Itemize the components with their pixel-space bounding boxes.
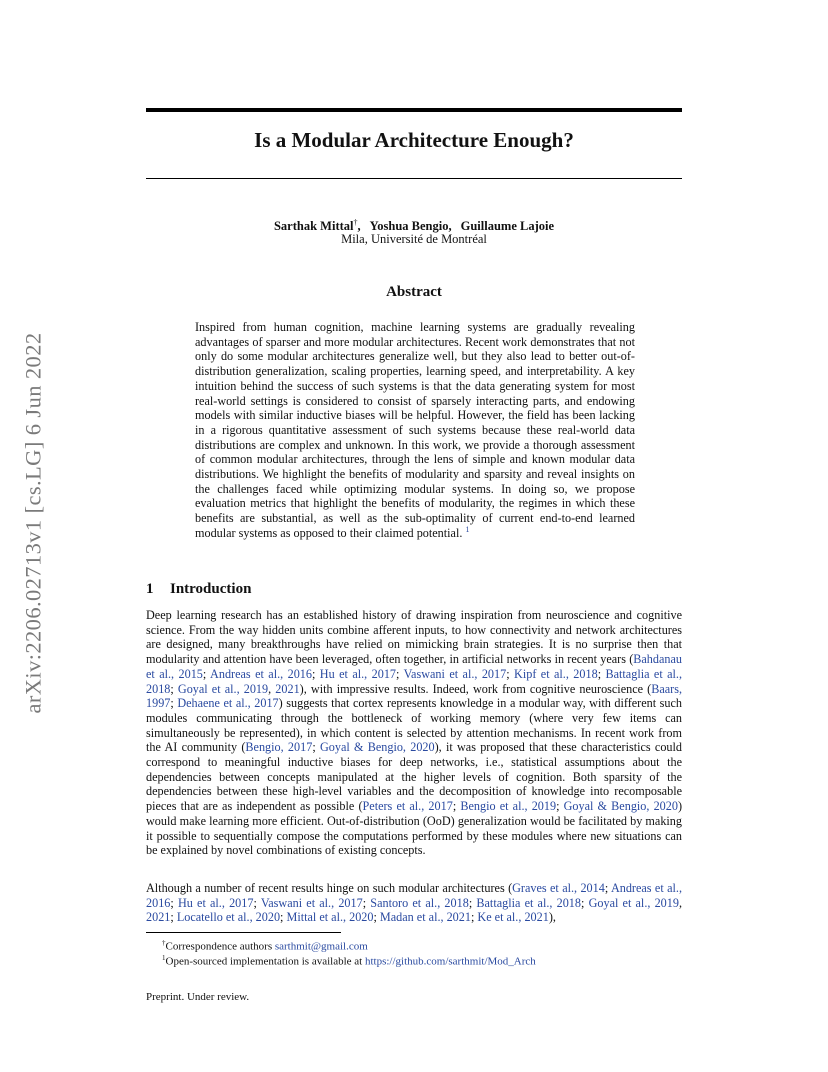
section-title: Introduction [170, 581, 252, 597]
citation-link[interactable]: Battaglia et al., 2018 [476, 895, 581, 910]
paragraph-text: Deep learning research has an established history of drawing inspiration from neuroscience and cognitive science. From the way hidden units combine afferent inputs, to how connectivity and network architectures are designed, many breakthroughs have relied on mimicking brain strategies. It is no surprise then that modularity and attention have been leveraged, often together, in artificial networks in recent years ( [146, 608, 682, 667]
citation-link[interactable]: Hu et al., 2017 [177, 895, 254, 910]
citation-link[interactable]: Baars, 1997 [146, 681, 682, 711]
footnote-code [162, 951, 682, 969]
citation-link[interactable]: Andreas et al., 2016 [210, 666, 312, 681]
citation-link[interactable]: Goyal et al., 2019 [588, 895, 679, 910]
section-number: 1 [146, 581, 154, 597]
paragraph-text: ), it was proposed that these characteristics could correspond to meaningful inductive biases for deep networks, i.e., statistical assumptions about the dependencies between concepts manipulated at the higher levels of cognition. Both sparsity of the dependencies between these high-level variables and the decomposition of knowledge into recomposable pieces that are as independent as possible ( [146, 740, 682, 814]
citation-link[interactable]: Peters et al., 2017 [362, 799, 453, 814]
citation-link[interactable]: Andreas et al., 2016 [146, 881, 682, 910]
author-name: Guillaume Lajoie [460, 219, 555, 234]
footnote-text: Correspondence authors [165, 940, 275, 953]
introduction-paragraph-2: Although a number of recent results hinge on such modular architectures (Graves et al., 2014; Andreas et al., 2016; Hu et al., 2017; Vaswani et al., 2017; Santoro et al., 2018; Battaglia et al., 2018; Goyal et al., 2019, 2021; Locatello et al., 2020; Mittal et al., 2020; Madan et al., 2021; Ke et al., 2021), [146, 881, 683, 925]
citation-link[interactable]: Hu et al., 2017 [319, 666, 397, 681]
citation-link[interactable]: Vaswani et al., 2017 [260, 895, 363, 910]
citation-link[interactable]: Madan et al., 2021 [379, 910, 471, 925]
citation-link[interactable]: Graves et al., 2014 [512, 881, 605, 895]
introduction-paragraph-1: Deep learning research has an established history of drawing inspiration from neuroscience and cognitive science. From the way hidden units combine afferent inputs, to how connectivity and network architectures are designed, many breakthroughs have relied on mimicking brain strategies. It is no surprise then that modularity and attention have been leveraged, often together, in artificial networks in recent years (Bahdanau et al., 2015; Andreas et al., 2016; Hu et al., 2017; Vaswani et al., 2017; Kipf et al., 2018; Battaglia et al., 2018; Goyal et al., 2019, 2021), with impressive results. Indeed, work from cognitive neuroscience (Baars, 1997; Dehaene et al., 2017) suggests that cortex represents knowledge in a modular way, with different such modules communicating through the bottleneck of working memory (where very few items can simultaneously be represented), in which content is selected by attention mechanisms. In recent work from the AI community (Bengio, 2017; Goyal & Bengio, 2020), it was proposed that these characteristics could correspond to meaningful inductive biases for deep networks, i.e., statistical assumptions about the dependencies between concepts manipulated at the higher levels of cognition. Both sparsity of the dependencies between these high-level variables and the decomposition of knowledge into recomposable pieces that are as independent as possible (Peters et al., 2017; Bengio et al., 2019; Goyal & Bengio, 2020) would make learning more efficient. Out-of-distribution (OoD) generalization would be facilitated by making it possible to sequentially compose the computations performed by these modules where new situations can be explained by novel combinations of existing concepts. [146, 608, 683, 858]
citation-link[interactable]: Bengio, 2017 [245, 740, 313, 755]
citation-link[interactable]: Dehaene et al., 2017 [177, 696, 279, 711]
github-link[interactable]: https://github.com/sarthmit/Mod_Arch [364, 955, 536, 968]
citation-link[interactable]: Bengio et al., 2019 [460, 799, 557, 814]
citation-link[interactable]: Bahdanau et al., 2015 [146, 652, 682, 681]
citation-link[interactable]: Goyal & Bengio, 2020 [319, 740, 435, 755]
paragraph-text: ) suggests that cortex represents knowledge in a modular way, with different such modules communicating through the bottleneck of working memory (where very few items can simultaneously be represented), in which content is selected by attention mechanisms. In recent work from the AI community ( [146, 696, 683, 755]
author-affiliation: Mila, Université de Montréal [341, 232, 487, 246]
footnote-divider [146, 932, 341, 933]
citation-link[interactable]: Vaswani et al., 2017 [403, 666, 507, 681]
paragraph-text: ) would make learning more efficient. Out-of-distribution (OoD) generalization would be facilitated by making it possible to sequentially compose the computations performed by these modules where new situations can be explained by novel combinations of existing concepts. [146, 799, 683, 858]
citation-link[interactable]: Mittal et al., 2020 [286, 910, 374, 925]
citation-link[interactable]: Goyal & Bengio, 2020 [563, 799, 678, 814]
paragraph-text: Although a number of recent results hinge on such modular architectures ( [146, 881, 513, 895]
footnote-text: Open-sourced implementation is available at [165, 955, 365, 968]
abstract-body [195, 320, 635, 541]
arxiv-identifier-text: arXiv:2206.02713v1 [cs.LG] 6 Jun 2022 [20, 332, 46, 714]
citation-link[interactable]: Battaglia et al., 2018 [146, 666, 683, 696]
citation-link[interactable]: Kipf et al., 2018 [514, 666, 598, 681]
paragraph-text: ), [548, 910, 556, 925]
section-heading-introduction [146, 581, 251, 598]
author-mark: † [353, 218, 358, 227]
paragraph-text: ), with impressive results. Indeed, work from cognitive neuroscience ( [299, 681, 652, 696]
citation-link[interactable]: 2021 [146, 910, 171, 925]
footnote-mark: † [162, 939, 166, 947]
author-name: Sarthak Mittal [273, 219, 354, 234]
citation-link[interactable]: Santoro et al., 2018 [370, 895, 469, 910]
title-bottom-rule [146, 178, 682, 179]
preprint-footer: Preprint. Under review. [146, 991, 250, 1003]
title-top-rule [146, 108, 682, 112]
abstract-text: Inspired from human cognition, machine learning systems are gradually revealing advantages of sparser and more modular architectures. Recent work demonstrates that not only do some modular architectures generalize well, but they also lead to better out-of-distribution generalization, scaling properties, learning speed, and interpretability. A key intuition behind the success of such systems is that the data generating system for most real-world settings is considered to consist of sparsely interacting parts, and endowing models with similar inductive biases will be helpful. However, the field has been lacking in a rigorous quantitative assessment of such systems because these real-world data distributions are complex and unknown. In this work, we provide a thorough assessment of common modular architectures, through the lens of simple and known modular data distributions. We highlight the benefits of modularity and sparsity and reveal insights on the challenges faced while optimizing modular systems. In doing so, we propose evaluation metrics that highlight the benefits of modularity, the regimes in which these benefits are substantial, as well as the sub-optimality of current end-to-end learned modular systems as opposed to their claimed potential. [195, 320, 635, 540]
citation-link[interactable]: Goyal et al., 2019 [177, 681, 269, 696]
abstract-heading: Abstract [386, 284, 442, 300]
email-link[interactable]: sarthmit@gmail.com [274, 940, 368, 953]
author-name: Yoshua Bengio [369, 219, 449, 234]
citation-link[interactable]: Locatello et al., 2020 [176, 910, 281, 925]
paper-title: Is a Modular Architecture Enough? [254, 128, 574, 152]
abstract-footnote-link[interactable]: 1 [465, 524, 470, 534]
footnote-mark: 1 [162, 954, 166, 962]
arxiv-identifier-stamp [16, 296, 50, 750]
citation-link[interactable]: 2021 [275, 681, 300, 696]
citation-link[interactable]: Ke et al., 2021 [477, 910, 549, 925]
author-list: Sarthak Mittal†, Yoshua Bengio, Guillaume Lajoie [273, 218, 555, 234]
